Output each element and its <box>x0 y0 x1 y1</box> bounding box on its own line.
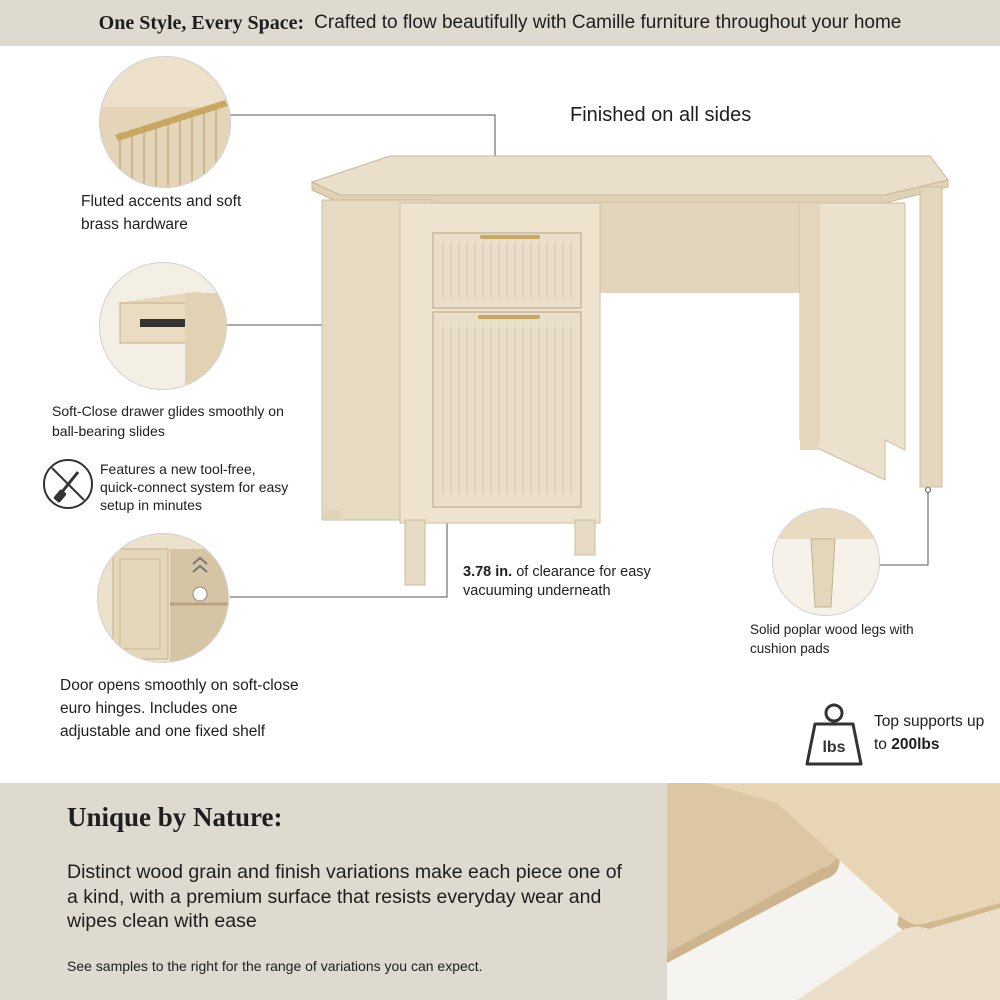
nature-body: Distinct wood grain and finish variations make each piece one of a kind, with a premium surface that resists everyday wear and wipes clean with ease <box>67 861 622 932</box>
glides-caption: Soft-Close drawer glides smoothly on ball-bearing slides <box>52 403 284 439</box>
no-tools-icon <box>42 458 94 510</box>
nature-title: Unique by Nature: <box>67 802 283 832</box>
fluted-caption: Fluted accents and soft brass hardware <box>81 193 242 233</box>
support-caption <box>874 710 994 756</box>
door-caption: Door opens smoothly on soft-close euro hinges. Includes one adjustable and one fixed shelf <box>60 677 299 740</box>
wood-samples-image <box>667 783 1000 1000</box>
banner-text: Crafted to flow beautifully with Camille furniture throughout your home <box>314 12 902 33</box>
clearance-text: of clearance for easy vacuuming underneath <box>463 564 651 599</box>
tool-free-caption: Features a new tool-free, quick-connect system for easy setup in minutes <box>100 461 289 513</box>
support-value: 200lbs <box>891 736 940 753</box>
clearance-caption <box>463 563 693 601</box>
legs-caption: Solid poplar wood legs with cushion pads <box>750 622 914 656</box>
finished-heading: Finished on all sides <box>570 104 752 126</box>
nature-note: See samples to the right for the range of variations you can expect. <box>67 958 483 974</box>
weight-icon <box>803 700 865 768</box>
weight-icon-label: lbs <box>822 739 846 756</box>
legs-image <box>772 508 880 616</box>
fluted-accents-image <box>99 56 231 188</box>
clearance-value: 3.78 in. <box>463 564 513 580</box>
door-hinges-image <box>97 533 229 663</box>
support-prefix: Top supports up to <box>874 713 985 753</box>
drawer-glides-image <box>99 262 227 390</box>
banner-title: One Style, Every Space: <box>98 11 305 34</box>
